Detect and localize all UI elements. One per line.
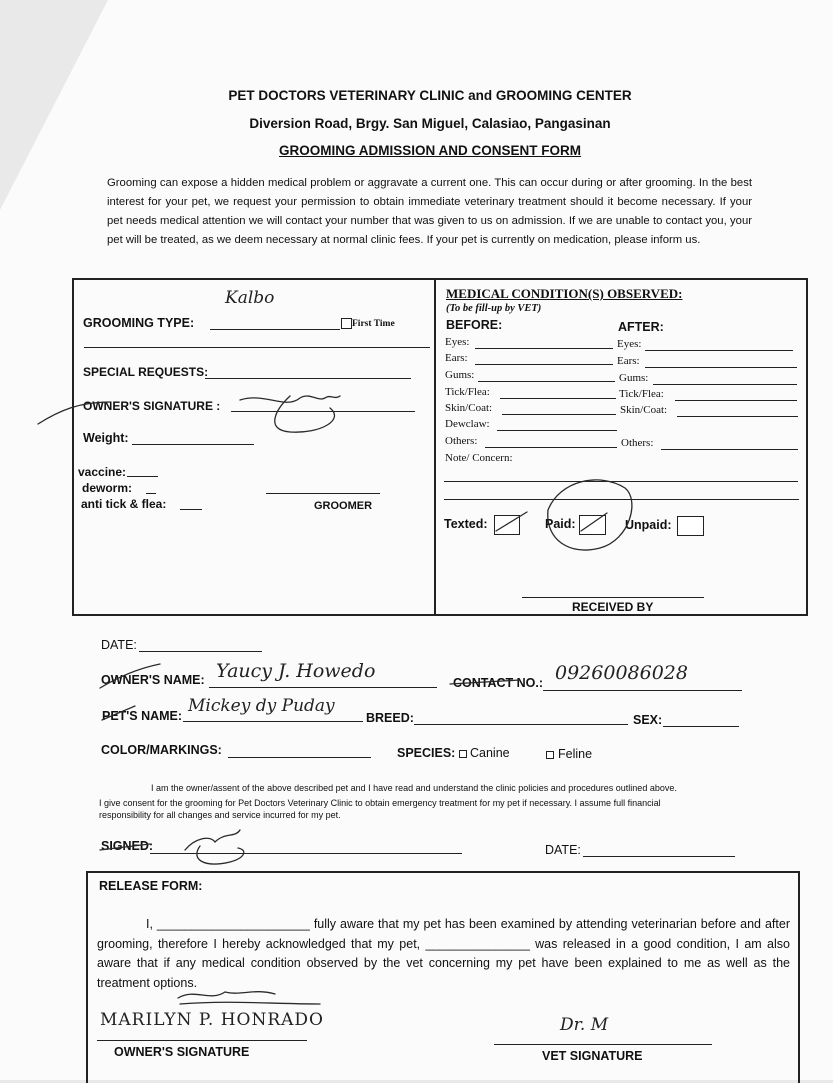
note-line-2[interactable]	[444, 499, 799, 500]
owner-name-value: Yaucy J. Howedo	[216, 660, 376, 682]
before-others-field[interactable]	[485, 447, 617, 448]
signed-field[interactable]	[150, 853, 462, 854]
sex-label: SEX:	[633, 713, 663, 727]
contact-label: CONTACT NO.:	[453, 676, 544, 690]
unpaid-label: Unpaid:	[625, 518, 672, 532]
before-ears-label: Ears:	[445, 352, 468, 364]
vaccine-label: vaccine:	[78, 465, 127, 479]
consent-line-3: responsibility for all changes and service incurred for my pet.	[99, 810, 341, 820]
after-gums-field[interactable]	[653, 384, 797, 385]
before-gums-label: Gums:	[445, 369, 475, 381]
consent-date-field[interactable]	[583, 856, 735, 857]
date-field[interactable]	[139, 651, 262, 652]
before-ears-field[interactable]	[475, 364, 613, 365]
after-tick-field[interactable]	[675, 400, 797, 401]
owner-release-signature-field[interactable]	[97, 1040, 307, 1041]
canine-label: Canine	[470, 746, 510, 760]
before-eyes-field[interactable]	[475, 348, 613, 349]
weight-label: Weight:	[83, 431, 129, 445]
vet-signature-field[interactable]	[494, 1044, 712, 1045]
deworm-field[interactable]	[146, 493, 156, 494]
color-field[interactable]	[228, 757, 371, 758]
intro-paragraph: Grooming can expose a hidden medical problem or aggravate a current one. This can occur during or after grooming. In the best interest for your pet, we request your permission to obtain immediate veterinary treatment should it become necessary. If your pet needs medical attention we will contact your number that was given to us on admission. If we are unable to contact you, your pet will be treated, as we deem necessary at normal clinic fees. If your pet is currently on medication, please inform us.	[107, 177, 752, 246]
breed-label: BREED:	[366, 711, 414, 725]
note-concern-label: Note/ Concern:	[445, 452, 513, 464]
sex-field[interactable]	[663, 726, 739, 727]
unpaid-checkbox[interactable]	[677, 516, 704, 536]
grooming-type-label: GROOMING TYPE:	[83, 316, 195, 330]
vet-initials: Dr. M	[560, 1015, 609, 1035]
contact-value: 09260086028	[555, 662, 688, 684]
owner-name-label: OWNER'S NAME:	[101, 673, 205, 687]
paid-checkbox[interactable]	[579, 515, 606, 535]
first-time-label: First Time	[352, 319, 395, 329]
after-eyes-field[interactable]	[645, 350, 793, 351]
canine-checkbox[interactable]	[459, 750, 467, 758]
before-label: BEFORE:	[446, 318, 503, 332]
before-skin-label: Skin/Coat:	[445, 402, 493, 414]
release-paragraph: I, ______________________ fully aware that my pet has been examined by attending veterinarian before and after grooming, therefore I hereby acknowledged that my pet, _______________ was released in a good condition, I am also aware that if any medical condition observed by the vet concerning my pet have been explained to me as well as the treatment options.	[97, 917, 790, 990]
pet-name-value: Mickey dy Puday	[188, 696, 335, 716]
before-eyes-label: Eyes:	[445, 336, 470, 348]
owner-signature-field[interactable]	[231, 411, 415, 412]
before-others-label: Others:	[445, 435, 478, 447]
after-skin-label: Skin/Coat:	[620, 404, 668, 416]
after-label: AFTER:	[618, 320, 664, 334]
signed-label: SIGNED:	[101, 839, 154, 853]
grooming-type-line2	[84, 347, 430, 348]
before-gums-field[interactable]	[478, 381, 615, 382]
date-label: DATE:	[101, 638, 137, 652]
after-others-field[interactable]	[661, 449, 798, 450]
owner-name-field[interactable]	[209, 687, 437, 688]
species-label: SPECIES:	[397, 746, 456, 760]
color-label: COLOR/MARKINGS:	[101, 743, 222, 757]
groomer-signature-field[interactable]	[266, 493, 380, 494]
groomer-label: GROOMER	[314, 500, 373, 512]
after-skin-field[interactable]	[677, 416, 798, 417]
feline-label: Feline	[558, 747, 593, 761]
grooming-type-value: Kalbo	[225, 288, 275, 308]
vaccine-field[interactable]	[127, 476, 158, 477]
before-dewclaw-field[interactable]	[497, 430, 617, 431]
weight-field[interactable]	[132, 444, 254, 445]
owner-signature-label: OWNER'S SIGNATURE :	[83, 399, 221, 413]
clinic-address: Diversion Road, Brgy. San Miguel, Calasiao, Pangasinan	[249, 116, 611, 131]
release-text	[97, 915, 790, 993]
after-tick-label: Tick/Flea:	[619, 388, 664, 400]
received-by-field[interactable]	[522, 597, 704, 598]
breed-field[interactable]	[414, 724, 628, 725]
after-others-label: Others:	[621, 437, 654, 449]
paid-label: Paid:	[545, 517, 576, 531]
consent-line-1: I am the owner/assent of the above described pet and I have read and understand the clinic policies and procedures outlined above.	[151, 783, 677, 793]
anti-tick-label: anti tick & flea:	[81, 497, 167, 511]
medical-title: MEDICAL CONDITION(S) OBSERVED:	[446, 286, 683, 301]
after-ears-label: Ears:	[617, 355, 640, 367]
texted-label: Texted:	[444, 517, 488, 531]
anti-tick-field[interactable]	[180, 509, 202, 510]
texted-checkbox[interactable]	[494, 515, 520, 535]
owner-printed-name: MARILYN P. HONRADO	[100, 1010, 324, 1030]
deworm-label: deworm:	[82, 481, 133, 495]
after-gums-label: Gums:	[619, 372, 649, 384]
consent-date-label: DATE:	[545, 843, 581, 857]
consent-line-2: I give consent for the grooming for Pet Doctors Veterinary Clinic to obtain emergency treatment for my pet if necessary. I assume full financial	[99, 798, 661, 808]
box-divider	[434, 278, 436, 614]
note-line-1[interactable]	[444, 481, 798, 482]
after-ears-field[interactable]	[645, 367, 797, 368]
received-by-label: RECEIVED BY	[572, 600, 654, 614]
before-skin-field[interactable]	[502, 414, 616, 415]
special-requests-label: SPECIAL REQUESTS:	[83, 365, 209, 379]
release-title: RELEASE FORM:	[99, 879, 203, 893]
grooming-type-field[interactable]	[210, 329, 340, 330]
pet-name-field[interactable]	[183, 721, 363, 722]
special-requests-field[interactable]	[205, 378, 411, 379]
pet-name-label: PET'S NAME:	[102, 709, 183, 723]
first-time-checkbox[interactable]	[341, 318, 352, 329]
form-title: GROOMING ADMISSION AND CONSENT FORM	[279, 143, 581, 158]
before-dewclaw-label: Dewclaw:	[445, 418, 490, 430]
vet-signature-label: VET SIGNATURE	[542, 1049, 643, 1063]
clinic-name: PET DOCTORS VETERINARY CLINIC and GROOMING CENTER	[228, 88, 632, 103]
owner-release-signature-label: OWNER'S SIGNATURE	[114, 1045, 250, 1059]
medical-subtitle: (To be fill-up by VET)	[446, 303, 542, 314]
feline-checkbox[interactable]	[546, 751, 554, 759]
before-tick-label: Tick/Flea:	[445, 386, 490, 398]
after-eyes-label: Eyes:	[617, 338, 642, 350]
before-tick-field[interactable]	[500, 398, 616, 399]
contact-field[interactable]	[543, 690, 742, 691]
